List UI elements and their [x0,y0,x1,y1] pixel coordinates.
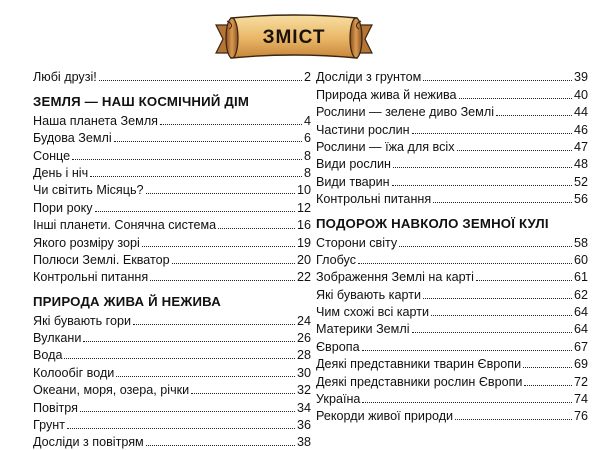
title-banner [213,13,375,63]
dot-leader [412,332,572,333]
entry-page-number: 20 [296,252,311,267]
entry-title: Вулкани [33,331,82,346]
dot-leader [523,367,572,368]
toc-entry[interactable] [33,68,311,85]
entry-page-number: 64 [573,305,588,320]
entry-title: Колообіг води [33,365,115,380]
entry-title: Грунт [33,418,65,433]
entry-title: Україна [316,392,361,407]
toc-entry[interactable] [316,155,588,172]
entry-title: Рекорди живої природи [316,409,454,424]
entry-page-number: 61 [573,270,588,285]
entry-title: Частини рослин [316,122,410,137]
entry-title: Якого розміру зорі [33,235,140,250]
entry-title: Контрольні питання [33,270,149,285]
entry-title: Деякі представники рослин Європи [316,374,523,389]
toc-entry[interactable] [316,190,588,207]
entry-title: Полюси Землі. Екватор [33,252,170,267]
entry-page-number: 30 [296,365,311,380]
entry-page-number: 56 [573,192,588,207]
toc-column-left [33,68,311,450]
entry-page-number: 39 [573,70,588,85]
dot-leader [393,167,572,168]
toc-entry[interactable] [33,329,311,346]
entry-page-number: 44 [573,105,588,120]
dot-leader [457,150,572,151]
dot-leader [431,315,572,316]
toc-entry[interactable] [316,355,588,372]
entry-title: Інші планети. Сонячна система [33,218,217,233]
dot-leader [172,263,295,264]
entry-title: Вода [33,348,63,363]
toc-entry[interactable] [316,233,588,250]
toc-entry[interactable] [33,216,311,233]
toc-entry[interactable] [33,129,311,146]
entry-title: Рослини — їжа для всіх [316,139,455,154]
entry-page-number: 36 [296,418,311,433]
entry-title: Рослини — зелене диво Землі [316,105,494,120]
toc-entry[interactable] [33,398,311,415]
entry-title: Досліди з повітрям [33,435,144,450]
entry-title: Види рослин [316,157,391,172]
toc-entry[interactable] [33,164,311,181]
entry-page-number: 10 [296,183,311,198]
toc-entry[interactable] [316,285,588,302]
dot-leader [83,341,295,342]
entry-page-number: 8 [303,148,311,163]
entry-page-number: 24 [296,313,311,328]
entry-title: Природа жива й нежива [316,87,457,102]
dot-leader [433,202,572,203]
page-title: ЗМІСТ [262,27,326,48]
dot-leader [90,176,302,177]
dot-leader [399,246,572,247]
entry-page-number: 67 [573,339,588,354]
dot-leader [218,228,295,229]
dot-leader [116,376,295,377]
entry-title: Повітря [33,400,78,415]
toc-entry[interactable] [33,111,311,128]
dot-leader [133,324,295,325]
toc-entry[interactable] [33,146,311,163]
toc-entry[interactable] [316,103,588,120]
toc-entry[interactable] [316,172,588,189]
dot-leader [191,393,295,394]
entry-page-number: 16 [296,218,311,233]
toc-entry[interactable] [33,198,311,215]
entry-page-number: 62 [573,287,588,302]
entry-title: Чим схожі всі карти [316,305,430,320]
entry-title: Чи світить Місяць? [33,183,144,198]
dot-leader [146,445,295,446]
entry-page-number: 76 [573,409,588,424]
entry-page-number: 19 [296,235,311,250]
dot-leader [423,80,572,81]
entry-title: Які бувають карти [316,287,422,302]
dot-leader [95,211,295,212]
entry-page-number: 26 [296,331,311,346]
toc-entry[interactable] [33,416,311,433]
dot-leader [72,159,302,160]
dot-leader [392,185,572,186]
entry-title: Материки Землі [316,322,410,337]
dot-leader [67,428,295,429]
dot-leader [476,280,572,281]
entry-title: Зображення Землі на карті [316,270,474,285]
entry-page-number: 40 [573,87,588,102]
entry-page-number: 72 [573,374,588,389]
toc-entry[interactable] [33,311,311,328]
entry-page-number: 58 [573,235,588,250]
toc-entry[interactable] [316,85,588,102]
dot-leader [362,402,572,403]
entry-page-number: 69 [573,357,588,372]
entry-page-number: 47 [573,139,588,154]
toc-entry[interactable] [33,251,311,268]
dot-leader [358,263,572,264]
entry-page-number: 48 [573,157,588,172]
toc-entry[interactable] [33,233,311,250]
entry-page-number: 32 [296,383,311,398]
entry-page-number: 46 [573,122,588,137]
entry-title: Глобус [316,252,356,267]
dot-leader [412,133,572,134]
entry-page-number: 64 [573,322,588,337]
entry-title: Пори року [33,200,93,215]
dot-leader [362,350,572,351]
entry-page-number: 60 [573,252,588,267]
toc-entry[interactable] [316,390,588,407]
toc-entry[interactable] [33,181,311,198]
dot-leader [99,80,302,81]
dot-leader [146,193,295,194]
dot-leader [80,411,295,412]
entry-title: Сторони світу [316,235,398,250]
toc-entry[interactable] [316,138,588,155]
entry-page-number: 28 [296,348,311,363]
toc-entry[interactable] [33,346,311,363]
dot-leader [160,124,302,125]
toc-entry[interactable] [33,363,311,380]
section-heading: ЗЕМЛЯ — НАШ КОСМІЧНИЙ ДІМ [33,94,250,110]
dot-leader [524,385,572,386]
entry-title: Деякі представники тварин Європи [316,357,522,372]
entry-title: Сонце [33,148,71,163]
dot-leader [142,246,295,247]
toc-column-right [316,68,588,424]
toc-entry[interactable] [316,268,588,285]
dot-leader [150,280,295,281]
entry-page-number: 38 [296,435,311,450]
entry-page-number: 4 [303,113,311,128]
entry-page-number: 22 [296,270,311,285]
entry-page-number: 6 [303,131,311,146]
dot-leader [423,298,572,299]
entry-page-number: 52 [573,174,588,189]
entry-title: Океани, моря, озера, річки [33,383,190,398]
dot-leader [64,358,295,359]
dot-leader [496,115,572,116]
entry-page-number: 12 [296,200,311,215]
section-heading: ПОДОРОЖ НАВКОЛО ЗЕМНОЇ КУЛІ [316,216,549,232]
toc-entry[interactable] [316,407,588,424]
entry-page-number: 74 [573,392,588,407]
toc-entry[interactable] [316,320,588,337]
entry-title: Види тварин [316,174,390,189]
dot-leader [455,419,572,420]
entry-page-number: 2 [303,70,311,85]
entry-title: Європа [316,339,360,354]
toc-entry[interactable] [316,251,588,268]
entry-title: Будова Землі [33,131,112,146]
entry-page-number: 8 [303,165,311,180]
toc-entry[interactable] [316,303,588,320]
toc-entry[interactable] [33,433,311,450]
entry-title: Контрольні питання [316,192,432,207]
toc-entry[interactable] [316,120,588,137]
toc-entry[interactable] [33,381,311,398]
section-heading: ПРИРОДА ЖИВА Й НЕЖИВА [33,294,221,310]
entry-title: Любі друзі! [33,70,97,85]
entry-title: День і ніч [33,165,89,180]
entry-title: Досліди з грунтом [316,70,422,85]
toc-entry[interactable] [316,68,588,85]
toc-entry[interactable] [33,268,311,285]
toc-entry[interactable] [316,372,588,389]
entry-page-number: 34 [296,400,311,415]
toc-entry[interactable] [316,337,588,354]
entry-title: Які бувають гори [33,313,132,328]
entry-title: Наша планета Земля [33,113,158,128]
dot-leader [459,98,572,99]
dot-leader [114,141,302,142]
